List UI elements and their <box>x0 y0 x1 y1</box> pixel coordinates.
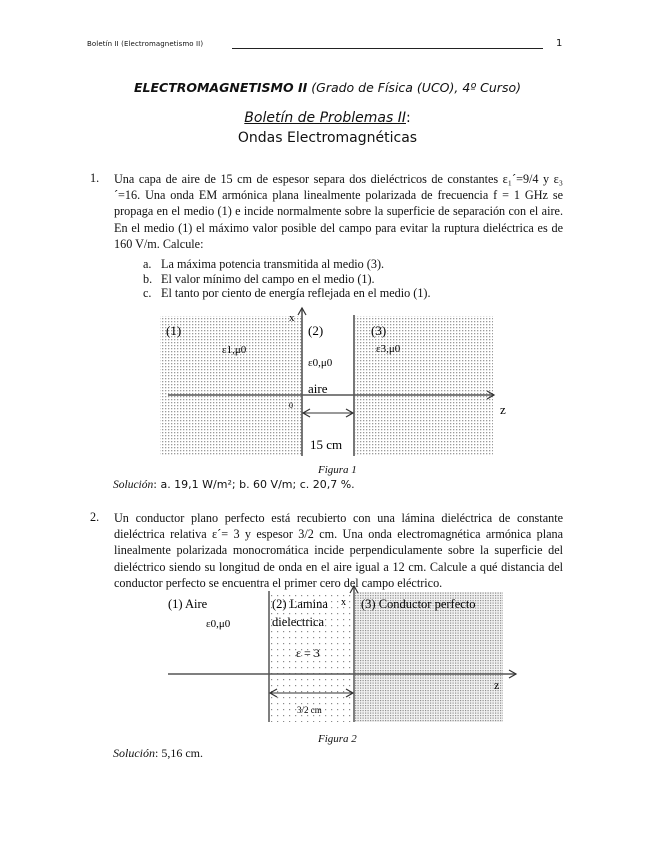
figure-2-caption: Figura 2 <box>318 733 357 745</box>
solution-text: : a. 19,1 W/m²; b. 60 V/m; c. 20,7 %. <box>153 478 355 491</box>
fig1-origin-label: 0 <box>289 401 293 410</box>
solution-label: Solución <box>113 746 155 760</box>
fig2-axis-x-label: x <box>341 597 346 608</box>
problem-1-number: 1. <box>90 171 100 185</box>
fig2-region-3 <box>355 592 503 722</box>
fig2-region-2-label-line2: dielectrica <box>272 615 325 629</box>
problem-2-number: 2. <box>90 510 100 524</box>
fig1-axis-x-label: x <box>289 312 295 324</box>
course-name: ELECTROMAGNETISMO II <box>134 80 308 95</box>
figure-1-caption: Figura 1 <box>318 464 357 476</box>
fig1-region-2-params: ε0,μ0 <box>308 357 333 369</box>
item-text: El valor mínimo del campo en el medio (1). <box>161 271 375 286</box>
bulletin-subject: Ondas Electromagnéticas <box>237 130 418 146</box>
item-text: La máxima potencia transmitida al medio (3). <box>161 257 385 271</box>
problem-1-statement: Una capa de aire de 15 cm de espesor separa dos dieléctricos de constantes ε₁´=9/4 y ε₃´=16. Una onda EM armónica plana linealmente polarizada de frecuencia f = 1 GHz se propaga en el medio (1) e incide normalmente sobre la superficie de separación con el aire. En el medio (1) el máximo valor posible del campo para evitar la ruptura dieléctrica es de 160 V/m. Calcule: <box>114 172 563 251</box>
fig1-region-1-label: (1) <box>166 323 182 338</box>
bulletin-colon: : <box>405 110 411 126</box>
fig1-axis-z-label: z <box>500 402 506 417</box>
fig1-region-1-params: ε1,μ0 <box>222 344 247 356</box>
fig2-region-1-label: (1) Aire <box>168 597 208 611</box>
fig2-thickness-label: 3/2 cm <box>297 705 322 715</box>
solution-label: Solución <box>113 479 154 491</box>
fig1-region-2-label: (2) <box>308 323 324 338</box>
fig1-region-1 <box>160 316 302 456</box>
fig1-region-3-params: ε3,μ0 <box>376 343 401 355</box>
course-details: (Grado de Física (UCO), 4º Curso) <box>307 80 521 95</box>
problem-2-solution <box>113 746 203 761</box>
item-label: a. <box>143 257 152 271</box>
fig1-thickness-label: 15 cm <box>310 437 343 452</box>
fig1-region-2-name: aire <box>308 381 328 396</box>
item-text: El tanto por ciento de energía reflejada en el medio (1). <box>161 286 431 300</box>
solution-text: : 5,16 cm. <box>155 746 203 760</box>
page-number: 1 <box>556 38 563 49</box>
fig2-region-1-params: ε0,μ0 <box>206 618 231 630</box>
fig2-region-3-label: (3) Conductor perfecto <box>361 597 476 611</box>
fig2-region-2-eps: ε = 3 <box>296 646 320 660</box>
problem-1-solution <box>113 478 355 491</box>
problem-2-statement: Un conductor plano perfecto está recubierto con una lámina dieléctrica de constante dieléctrica relativa ε´= 3 y espesor 3/2 cm. Una onda electromagnética armónica plana linealmente polarizada monocromática incide perpendiculamente sobre la superficie del dieléctrico siendo su longitud de onda en el aire igual a 12 cm. Calcule a qué distancia del conductor perfecto se encuentra el primer cero del campo eléctrico. <box>114 511 563 590</box>
fig2-axis-z-label: z <box>494 678 500 692</box>
fig2-region-2-label-line1: (2) Lamina <box>272 597 328 611</box>
fig1-region-3-label: (3) <box>371 323 387 338</box>
running-header-title: Boletín II (Electromagnetismo II) <box>87 40 204 48</box>
item-label: b. <box>143 271 153 286</box>
bulletin-name: Boletín de Problemas II <box>244 110 406 126</box>
item-label: c. <box>143 286 152 300</box>
